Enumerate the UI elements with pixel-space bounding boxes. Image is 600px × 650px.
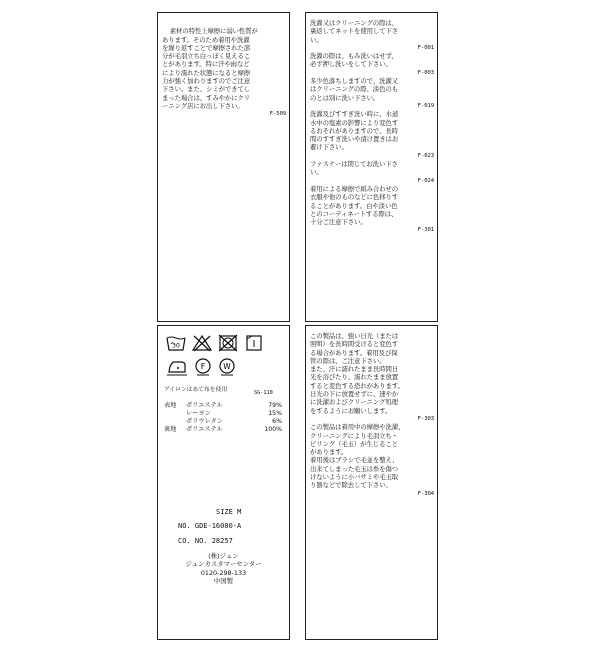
note-line: 水中の塩素の影響により変色す (310, 118, 399, 127)
note-code: F-023 (417, 152, 434, 159)
fiber-row (164, 426, 284, 434)
note-block-top-right (310, 19, 434, 235)
iron-low-icon (166, 358, 188, 376)
fiber-material: ポリエステル (186, 402, 223, 409)
line-dry-icon (244, 334, 264, 352)
note-block-bottom-right (310, 332, 434, 498)
note-code: F-304 (417, 490, 434, 497)
note-line: 力が強く加わりますのでご注意 (162, 77, 251, 86)
note-line: 分が毛羽立ち白っぽく見えるこ (162, 52, 251, 61)
product-number: NO. GDE-16080-A (178, 522, 242, 530)
note-line: 十分ご注意下さい。 (310, 218, 367, 227)
note-line: ることがあります。白や淡い色 (310, 201, 398, 210)
care-label-top-left (157, 12, 290, 322)
fiber-part (164, 410, 186, 418)
care-label-bottom-left (157, 325, 290, 640)
note-line: のとは別に洗い下さい。 (310, 93, 380, 102)
note-line: 日光の下に放置せずに、速やか (310, 390, 399, 399)
note-line: ーニング店にお出し下さい。 (162, 101, 244, 110)
maker-line: (株)ジュン (208, 552, 239, 560)
care-symbols (166, 334, 284, 382)
note-line: 素材の特性上摩擦に弱い性質が (169, 27, 258, 36)
note-line: また、汗に濡れたまま長時間日 (310, 365, 399, 374)
note-line: 洗濯及びすすぎ洗い時に、水道 (310, 110, 399, 119)
maker-line: ジュンカスタマーセンター (185, 560, 262, 569)
care-label-bottom-right (305, 325, 438, 640)
note-line: 着用による摩擦で組み合わせの (310, 184, 399, 193)
note-line: を繰り返すことで摩擦された部 (162, 43, 251, 52)
note-line: あります。そのため着用や洗濯 (162, 35, 250, 44)
note-line: 多少色落ちしますので、洗濯又 (310, 77, 398, 86)
note-line: 洗濯の際は、もみ洗いはせず、 (310, 52, 398, 61)
note-line: 必ず押し洗いをして下さい。 (310, 60, 392, 69)
note-code: F-509 (269, 111, 286, 118)
note-line: をするようにお願いします。 (310, 406, 392, 415)
note-line: があります。 (310, 448, 348, 457)
note-line: 着用後はブラシで毛並を整え、 (310, 456, 399, 465)
note-line: る場合があります。着用及び保 (310, 348, 398, 357)
note-line: 光を浴びたり、濡れたまま放置 (310, 373, 399, 382)
note-line: 避け下さい。 (310, 143, 348, 152)
fiber-row (164, 410, 284, 418)
no-tumble-dry-icon (218, 334, 238, 352)
note-line: この製品は着用中の摩擦や洗濯、 (310, 423, 405, 432)
company-number: CO. NO. 28257 (178, 537, 233, 545)
note-line: ファスナーは閉じてお洗い下さ (310, 160, 398, 169)
note-line: に洗濯およびクリーニング処理 (310, 398, 398, 407)
note-line: 間のすすぎ洗いや漬け置きはお (310, 135, 399, 144)
note-line: 裏返してネットを使用して下さ (310, 27, 399, 36)
fiber-material: ポリエステル (186, 426, 223, 433)
note-code: F-003 (417, 69, 434, 76)
fiber-part (164, 418, 186, 426)
wash-30-icon (166, 334, 186, 352)
note-line: はクリーニングの際、淡色のも (310, 85, 398, 94)
svg-text:30: 30 (172, 342, 180, 350)
note-line: るおそれがありますので、長時 (310, 126, 398, 135)
note-line: 照明）を長時間受けると変色す (310, 340, 399, 349)
note-line: ピリング（毛玉）が生じること (310, 439, 398, 448)
note-line: 出来てしまった毛玉は糸を傷つ (310, 464, 399, 473)
note-code: F-301 (417, 227, 434, 234)
maker-info (158, 552, 289, 586)
note-line: により濡れた状態になると摩擦 (162, 68, 251, 77)
fiber-material: レーヨン (186, 410, 211, 417)
note-line: 洗濯又はクリーニングの際は、 (310, 19, 398, 27)
fiber-percent: 100% (264, 426, 282, 433)
note-line: 下さい。また、シミができてし (162, 85, 251, 94)
maker-line: 中国製 (213, 577, 234, 586)
note-code: F-019 (417, 102, 434, 109)
fiber-percent: 15% (268, 410, 282, 417)
note-code: F-001 (417, 44, 434, 51)
wet-clean-w-icon (218, 358, 236, 376)
note-line: すると変色する恐れがあります。 (310, 381, 404, 390)
note-line: まった場合は、すみやかにクリ (162, 93, 251, 102)
fiber-row (164, 418, 284, 426)
care-label-top-right (305, 12, 438, 322)
fiber-material: ポリウレタン (186, 418, 223, 425)
note-line: 管の際は、ご注意下さい。 (310, 356, 386, 365)
no-bleach-icon (192, 334, 212, 352)
sg-code: SG-110 (254, 390, 273, 396)
note-line: 衣服や他のものなどに色移りす (310, 193, 399, 202)
svg-text:F: F (200, 362, 206, 371)
svg-text:W: W (223, 362, 231, 371)
note-line: けないように小バサミや毛玉取 (310, 473, 399, 482)
note-line: い。 (310, 35, 323, 44)
fiber-part: 表地 (164, 402, 177, 409)
fiber-percent: 79% (268, 402, 282, 409)
note-line: い。 (310, 168, 323, 177)
fiber-row (164, 402, 284, 410)
note-line: り器などで除去して下さい。 (310, 481, 392, 490)
note-line: この製品は、強い日光（または (310, 332, 399, 340)
note-line: クリーニングにより毛羽立ち・ (310, 431, 398, 440)
note-line: とのコーディネートする際は、 (310, 209, 398, 218)
note-block-top-left (162, 19, 286, 119)
size-label: SIZE M (216, 508, 242, 516)
note-code: F-024 (417, 177, 434, 184)
note-code: F-303 (417, 415, 434, 422)
note-line: とがあります。特に汗や雨など (162, 60, 250, 69)
iron-note: アイロンはあて布を使用 (164, 387, 228, 393)
maker-line: 0120-298-133 (200, 568, 247, 577)
dry-clean-f-icon (194, 358, 212, 376)
fiber-composition (164, 402, 284, 434)
fiber-percent: 6% (272, 418, 282, 425)
fiber-part: 裏地 (164, 426, 177, 433)
